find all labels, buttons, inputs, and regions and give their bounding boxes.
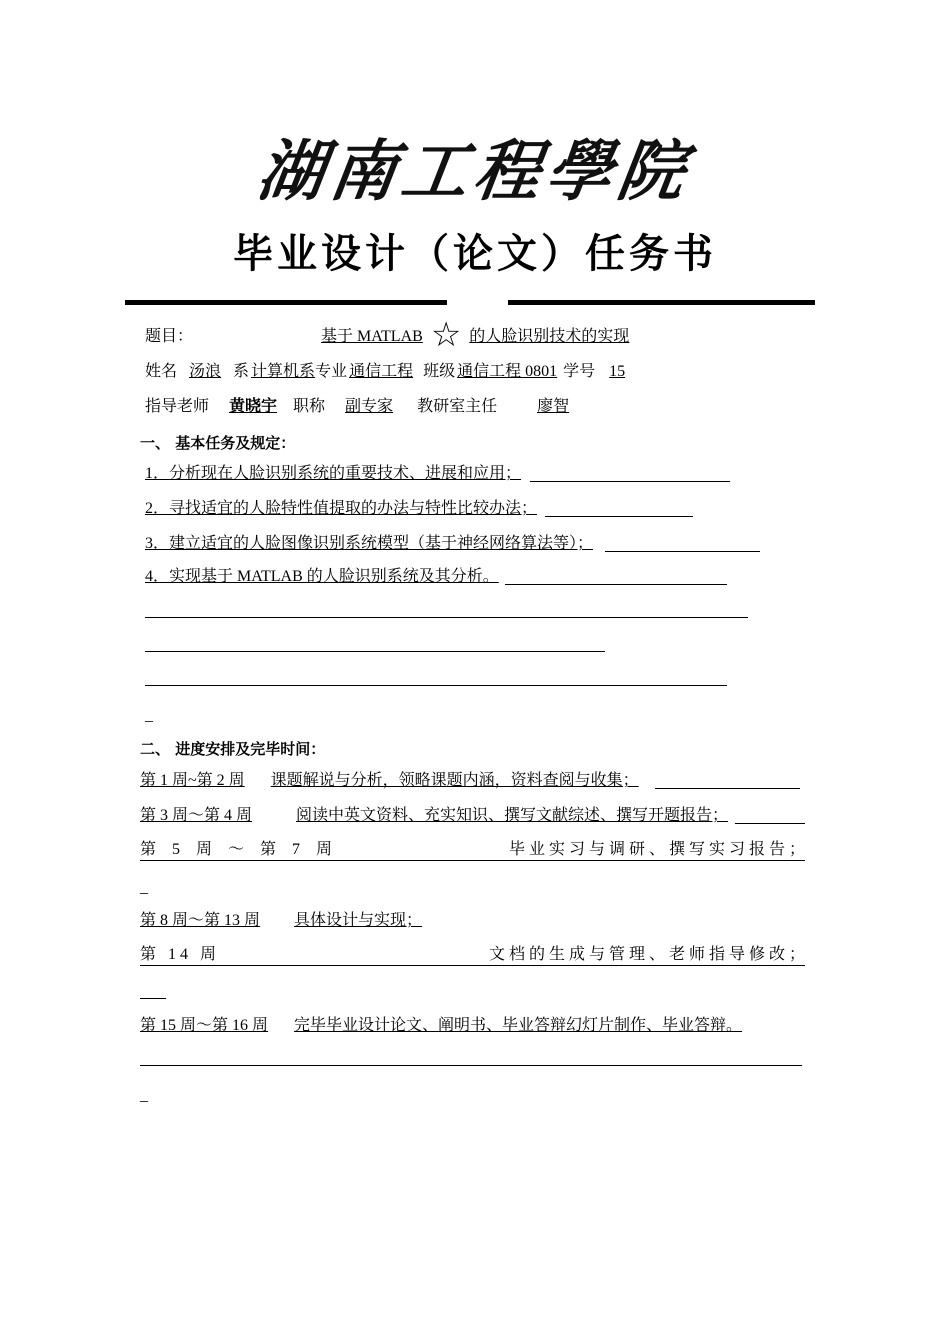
schedule-period: 第 3 周～第 4 周 <box>140 807 253 824</box>
blank-line <box>145 617 748 618</box>
class: 通信工程 0801 <box>457 363 558 380</box>
advisor-label: 指导老师 <box>145 398 210 415</box>
schedule-period: 第 14 周 <box>140 946 221 963</box>
schedule-row-4 <box>140 911 422 931</box>
director-label: 教研室主任 <box>417 398 498 415</box>
divider-left <box>125 300 447 305</box>
schedule-task: 课题解说与分析，领略课题内涵，资料查阅与收集； <box>270 772 639 789</box>
dept-label: 系 <box>233 363 250 380</box>
id-label: 学号 <box>563 363 596 380</box>
blank-mark: _ <box>145 707 153 724</box>
advisor-name: 黄晓宇 <box>229 398 278 415</box>
blank-line <box>145 651 605 652</box>
schedule-period: 第 1 周~第 2 周 <box>140 772 245 789</box>
topic-part1: 基于 MATLAB <box>321 328 423 345</box>
school-logo-calligraphy: 湖南工程學院 <box>252 132 696 210</box>
topic-row <box>145 317 630 354</box>
task-item-4: 4．实现基于 MATLAB 的人脸识别系统及其分析。 <box>145 568 499 585</box>
schedule-row-1-underline <box>655 788 800 789</box>
student-name: 汤浪 <box>189 363 222 380</box>
task-item-1: 1．分析现在人脸识别系统的重要技术、进展和应用； <box>145 465 522 482</box>
schedule-task: 阅读中英文资料、充实知识、撰写文献综述、撰写开题报告； <box>296 807 729 824</box>
schedule-row-6 <box>140 1016 742 1036</box>
schedule-task: 文 档 的 生 成 与 管 理 、 老 师 指 导 修 改 ； <box>488 946 805 963</box>
title-label: 职称 <box>293 398 326 415</box>
schedule-task: 具体设计与实现； <box>294 912 423 929</box>
schedule-row-2-underline <box>735 823 805 824</box>
advisor-row <box>145 397 609 417</box>
major-label: 专业 <box>315 363 348 380</box>
task-item-2-underline <box>545 516 693 517</box>
blank-mark: _ <box>140 1087 148 1104</box>
schedule-period: 第 15 周～第 16 周 <box>140 1017 269 1034</box>
director-name: 廖智 <box>537 398 570 415</box>
schedule-row-5 <box>140 945 805 966</box>
schedule-period: 第 8 周～第 13 周 <box>140 912 261 929</box>
name-label: 姓名 <box>145 363 178 380</box>
task-item-3-underline <box>605 551 760 552</box>
task-item-4-underline <box>505 584 727 585</box>
schedule-period: 第 5 周 ～ 第 7 周 <box>140 841 339 858</box>
task-item-1-underline <box>530 481 730 482</box>
blank-line <box>140 1065 802 1066</box>
student-info-row <box>145 362 655 382</box>
schedule-task: 完毕毕业设计论文、阐明书、毕业答辩幻灯片制作、毕业答辩。 <box>294 1017 743 1034</box>
section1-heading: 一、 基本任务及规定： <box>140 434 296 452</box>
department: 计算机系 <box>251 363 316 380</box>
advisor-title: 副专家 <box>345 398 394 415</box>
divider-right <box>508 300 815 305</box>
section2-heading: 二、 进度安排及完毕时间： <box>140 740 326 758</box>
major: 通信工程 <box>349 363 414 380</box>
schedule-row-1 <box>140 771 639 791</box>
schedule-row-2 <box>140 806 728 826</box>
blank-mark: _ <box>140 879 148 896</box>
schedule-row-3 <box>140 840 805 861</box>
topic-label: 题目： <box>145 328 194 345</box>
blank-line <box>145 685 727 686</box>
class-label: 班级 <box>423 363 456 380</box>
task-item-2: 2．寻找适宜的人脸特性值提取的办法与特性比较办法； <box>145 500 538 517</box>
document-title: 毕业设计（论文）任务书 <box>233 231 717 277</box>
schedule-task: 毕 业 实 习 与 调 研 、 撰 写 实 习 报 告 ； <box>508 841 805 858</box>
star-icon: ☆ <box>430 317 462 354</box>
topic-part2: 的人脸识别技术的实现 <box>469 328 630 345</box>
task-item-3: 3．建立适宜的人脸图像识别系统模型（基于神经网络算法等）； <box>145 535 594 552</box>
student-id: 15 <box>609 363 626 380</box>
blank-line <box>140 998 166 999</box>
topic-field <box>193 328 423 345</box>
